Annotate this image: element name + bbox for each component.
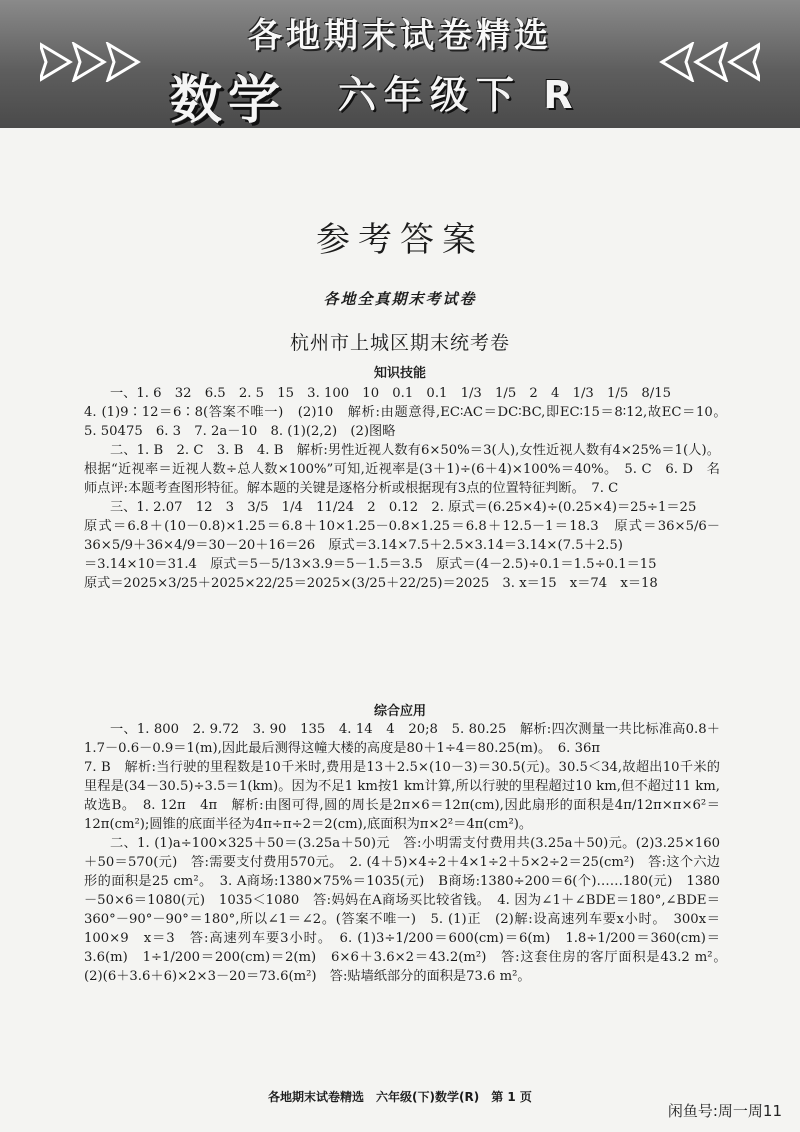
part1-heading: 知识技能 (373, 366, 426, 381)
banner-subject: 数学 (170, 71, 287, 131)
part2-heading: 综合应用 (373, 704, 426, 719)
watermark-text: 闲鱼号:周一周11 (667, 1102, 782, 1120)
part1-answers (84, 384, 734, 593)
answer-paragraph: 4. (1)9∶12＝6∶8(答案不唯一) (2)10 解析:由题意得,EC∶AC＝DC∶BC,即EC∶15＝8∶12,故EC＝10。 5. 50475 6. 3 7. 2a－10 8. (1)(2,2) (2)图略 (84, 405, 734, 439)
answer-paragraph: 一、1. 6 32 6.5 2. 5 15 3. 100 10 0.1 0.1 1/3 1/5 2 4 1/3 1/5 8/15 (110, 386, 672, 401)
answer-paragraph: ＝3.14×10＝31.4 原式＝5－5/13×3.9＝5－1.5＝3.5 原式＝(4－2.5)÷0.1＝1.5÷0.1＝15 (84, 557, 657, 572)
answer-paragraph: 二、1. B 2. C 3. B 4. B 解析:男性近视人数有6×50%＝3(人),女性近视人数有4×25%＝1(人)。根据“近视率＝近视人数÷总人数×100%”可知,近视率是(3＋1)÷(6＋4)×100%＝40%。 5. C 6. D 名师点评:本题考查图形特征。解本题的关键是逐格分析或根据现有3点的位置特征判断。 7. C (84, 443, 720, 496)
answer-paragraph: 原式＝6.8＋(10－0.8)×1.25＝6.8＋10×1.25－0.8×1.25＝6.8＋12.5－1＝18.3 原式＝36×5/6－36×5/9＋36×4/9＝30－20＋16＝26 原式＝3.14×7.5＋2.5×3.14＝3.14×(7.5＋2.5) (84, 519, 720, 553)
answer-paragraph: 原式＝2025×3/25＋2025×22/25＝2025×(3/25＋22/25)＝2025 3. x＝15 x＝74 x＝18 (84, 576, 658, 591)
arrow-decoration-icon (40, 42, 150, 82)
section-title: 各地全真期末考试卷 (323, 290, 477, 308)
answer-paragraph: 二、1. (1)a÷100×325＋50＝(3.25a＋50)元 答:小明需支付费用共(3.25a＋50)元。(2)3.25×160＋50＝570(元) 答:需要支付费用570元。 2. (4＋5)×4÷2＋4×1÷2＋5×2÷2＝25(cm²) 答:这个六边形的面积是25 cm²。 3. A商场:1380×75%＝1035(元) B商场:1380÷200＝6(个)……180(元) 1380－50×6＝1080(元) 1035＜1080 答:妈妈在A商场买比较省钱。 4. 因为∠1＋∠BDE＝180°,∠BDE＝360°－90°－90°＝180°,所以∠1＝∠2。(答案不唯一) 5. (1)正 (2)解:设高速列车要x小时。 300x＝100×9 x＝3 答:高速列车要3小时。 6. (1)3÷1/200＝600(cm)＝6(m) 1.8÷1/200＝360(cm)＝3.6(m) 1÷1/200＝200(cm)＝2(m) 6×6＋3.6×2＝43.2(m²) 答:这套住房的客厅面积是43.2 m²。 (2)(6＋3.6＋6)×2×3－20＝73.6(m²) 答:贴墙纸部分的面积是73.6 m²。 (84, 836, 734, 984)
banner-grade: 六年级下 R (338, 73, 581, 117)
header-banner (0, 0, 800, 131)
banner-series-title: 各地期末试卷精选 (248, 16, 552, 56)
exam-title: 杭州市上城区期末统考卷 (289, 332, 510, 354)
page-title: 参考答案 (316, 220, 484, 260)
page-footer: 各地期末试卷精选 六年级(下)数学(R) 第 1 页 (268, 1090, 532, 1104)
part2-answers (84, 720, 734, 986)
arrow-decoration-icon (650, 42, 760, 82)
answer-paragraph: 三、1. 2.07 12 3 3/5 1/4 11/24 2 0.12 2. 原式＝(6.25×4)÷(0.25×4)＝25÷1＝25 (110, 500, 697, 515)
answer-paragraph: 一、1. 800 2. 9.72 3. 90 135 4. 14 4 20;8 5. 80.25 解析:四次测量一共比标准高0.8＋1.7－0.6－0.9＝1(m),因此最后测得这幢大楼的高度是80＋1÷4＝80.25(m)。 6. 36π (84, 722, 720, 756)
answer-paragraph: 7. B 解析:当行驶的里程数是10千米时,费用是13＋2.5×(10－3)＝30.5(元)。30.5＜34,故超出10千米的里程是(34－30.5)÷3.5＝1(km)。因为不足1 km按1 km计算,所以行驶的里程超过10 km,但不超过11 km,故选B。 8. 12π 4π 解析:由图可得,圆的周长是2π×6＝12π(cm),因此扇形的面积是4π/12π×π×6²＝12π(cm²);圆锥的底面半径为4π÷π÷2＝2(cm),底面积为π×2²＝4π(cm²)。 (84, 760, 720, 832)
